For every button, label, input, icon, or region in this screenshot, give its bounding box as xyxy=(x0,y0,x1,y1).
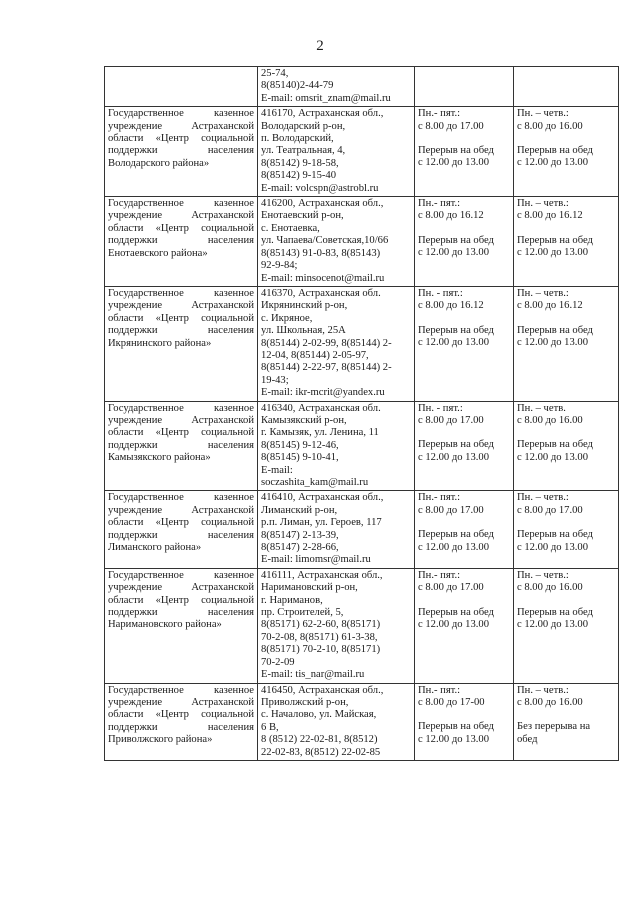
institution-name-cell xyxy=(105,67,258,107)
address-line: 8(85171) 70-2-10, 8(85171) xyxy=(261,644,381,656)
short-week-schedule-cell xyxy=(514,401,619,491)
institution-name-cell xyxy=(105,107,258,197)
weekday-schedule-cell xyxy=(415,107,514,197)
schedule-hours: с 8.00 до 17.00 xyxy=(418,120,484,132)
table-row xyxy=(105,491,619,568)
address-line: 416170, Астраханская обл., xyxy=(261,108,384,120)
address-line: 416340, Астраханская обл. xyxy=(261,402,381,414)
schedule-hours: с 8.00 до 16.12 xyxy=(517,300,583,312)
lunch-break-hours: с 12.00 до 13.00 xyxy=(418,337,490,349)
institution-name-cell xyxy=(105,491,258,568)
lunch-break-title: Перерыв на обед xyxy=(517,439,593,451)
short-week-schedule-cell xyxy=(514,67,619,107)
schedule-days: Пн. – четв.: xyxy=(517,108,569,120)
schedule-hours: с 8.00 до 17.00 xyxy=(418,504,484,516)
weekday-schedule-cell xyxy=(415,683,514,760)
short-week-schedule-cell xyxy=(514,197,619,287)
address-line: 8(85142) 9-18-58, xyxy=(261,157,339,169)
email-line[interactable]: soczashita_kam@mail.ru xyxy=(261,477,369,488)
address-line: 8(85171) 62-2-60, 8(85171) xyxy=(261,619,381,631)
table-row xyxy=(105,107,619,197)
table-row xyxy=(105,683,619,760)
schedule-gap xyxy=(418,517,510,529)
schedule-days: Пн. – четв. xyxy=(517,402,566,414)
schedule-days: Пн.- пят.: xyxy=(418,492,461,504)
address-line: Наримановский р-он, xyxy=(261,582,358,594)
lunch-break-hours: с 12.00 до 13.00 xyxy=(517,157,589,169)
schedule-gap xyxy=(517,223,615,235)
address-line: 8 (8512) 22-02-81, 8(8512) xyxy=(261,734,378,746)
schedule-hours: с 8.00 до 16.00 xyxy=(517,120,583,132)
schedule-days: Пн. – четв.: xyxy=(517,684,569,696)
address-cell xyxy=(258,401,415,491)
schedule-gap xyxy=(517,517,615,529)
schedule-days: Пн. – четв.: xyxy=(517,492,569,504)
institution-name-cell xyxy=(105,286,258,401)
weekday-schedule-cell xyxy=(415,286,514,401)
address-line: 70-2-09 xyxy=(261,656,295,668)
address-line: с. Енотаевка, xyxy=(261,222,320,234)
lunch-break-title: Перерыв на обед xyxy=(517,324,593,336)
email-line[interactable]: E-mail: minsocenot@mail.ru xyxy=(261,272,385,284)
lunch-break-title: Перерыв на обед xyxy=(418,529,494,541)
lunch-break-title: Перерыв на обед xyxy=(418,721,494,733)
schedule-hours: с 8.00 до 16.12 xyxy=(418,210,484,222)
institution-name: Государственное казенное учреждение Астраханской области «Центр социальной поддержки населения Володарского района» xyxy=(108,108,254,169)
address-line: г. Камызяк, ул. Ленина, 11 xyxy=(261,427,379,439)
address-line: с. Икряное, xyxy=(261,312,313,324)
address-line: 8(85147) 2-28-66, xyxy=(261,542,339,554)
weekday-schedule-cell xyxy=(415,491,514,568)
lunch-break-hours: с 12.00 до 13.00 xyxy=(517,451,589,463)
schedule-hours: с 8.00 до 17-00 xyxy=(418,696,485,708)
schedule-gap xyxy=(418,709,510,721)
address-line: Лиманский р-он, xyxy=(261,504,338,516)
address-cell xyxy=(258,491,415,568)
address-line: 8(85140)2-44-79 xyxy=(261,80,334,92)
address-line: 70-2-08, 8(85171) 61-3-38, xyxy=(261,631,378,643)
short-week-schedule-cell xyxy=(514,683,619,760)
lunch-break-hours: с 12.00 до 13.00 xyxy=(418,451,490,463)
weekday-schedule-cell xyxy=(415,568,514,683)
schedule-hours: с 8.00 до 16.00 xyxy=(517,696,583,708)
schedule-gap xyxy=(517,709,615,721)
address-line: 8(85147) 2-13-39, xyxy=(261,529,339,541)
schedule-hours: с 8.00 до 16.12 xyxy=(517,210,583,222)
schedule-days: Пн. – четв.: xyxy=(517,287,569,299)
lunch-break-title: Перерыв на обед xyxy=(517,145,593,157)
schedule-days: Пн.- пят.: xyxy=(418,198,461,210)
address-line: 416200, Астраханская обл., xyxy=(261,198,384,210)
institution-name: Государственное казенное учреждение Астраханской области «Центр социальной поддержки населения Лиманского района» xyxy=(108,492,254,554)
lunch-break-hours: с 12.00 до 13.00 xyxy=(517,337,589,349)
address-line: 8(85144) 2-02-99, 8(85144) 2- xyxy=(261,337,392,349)
lunch-break-hours: с 12.00 до 13.00 xyxy=(418,541,490,553)
lunch-break-title: Без перерыва на xyxy=(517,721,591,733)
schedule-days: Пн. – четв.: xyxy=(517,198,569,210)
address-line: 8(85145) 9-12-46, xyxy=(261,439,339,451)
institution-name-cell xyxy=(105,683,258,760)
lunch-break-hours: с 12.00 до 13.00 xyxy=(418,157,490,169)
lunch-break-hours: с 12.00 до 13.00 xyxy=(517,247,589,259)
schedule-gap xyxy=(418,313,510,325)
lunch-break-hours: с 12.00 до 13.00 xyxy=(418,619,490,631)
institution-name: Государственное казенное учреждение Астраханской области «Центр социальной поддержки населения Енотаевского района» xyxy=(108,198,254,259)
address-line: 8(85143) 91-0-83, 8(85143) xyxy=(261,247,381,259)
schedule-hours: с 8.00 до 16.00 xyxy=(517,414,583,426)
address-line: 416410, Астраханская обл., xyxy=(261,492,384,504)
lunch-break-hours: с 12.00 до 13.00 xyxy=(517,541,589,553)
email-line[interactable]: E-mail: ikr-mcrit@yandex.ru xyxy=(261,387,385,399)
email-line[interactable]: E-mail: limomsr@mail.ru xyxy=(261,554,371,566)
schedule-gap xyxy=(418,223,510,235)
short-week-schedule-cell xyxy=(514,286,619,401)
address-line: ул. Чапаева/Советская,10/66 xyxy=(261,235,389,247)
address-line: 6 В, xyxy=(261,721,279,733)
address-line: Володарский р-он, xyxy=(261,120,346,132)
schedule-gap xyxy=(517,595,615,607)
table-body xyxy=(105,67,619,761)
schedule-hours: с 8.00 до 17.00 xyxy=(418,414,484,426)
institution-name: Государственное казенное учреждение Астраханской области «Центр социальной поддержки населения Приволжского района» xyxy=(108,684,254,746)
schedule-hours: с 8.00 до 17.00 xyxy=(517,504,583,516)
address-line: 25-74, xyxy=(261,68,289,79)
address-line: п. Володарский, xyxy=(261,133,334,145)
table-row xyxy=(105,401,619,491)
institution-name: Государственное казенное учреждение Астраханской области «Центр социальной поддержки населения Наримановского района» xyxy=(108,569,254,631)
address-line: 92-9-84; xyxy=(261,260,298,272)
table-row xyxy=(105,568,619,683)
address-line: Икрянинский р-он, xyxy=(261,300,348,312)
address-line: 8(85144) 2-22-97, 8(85144) 2- xyxy=(261,362,392,374)
weekday-schedule-cell xyxy=(415,197,514,287)
table-row xyxy=(105,67,619,107)
schedule-hours: с 8.00 до 16.12 xyxy=(418,300,484,312)
address-line: Приволжский р-он, xyxy=(261,696,349,708)
schedule-gap xyxy=(418,427,510,439)
schedule-days: Пн.- пят.: xyxy=(418,684,461,696)
page-number: 2 xyxy=(316,38,324,54)
address-line: пр. Строителей, 5, xyxy=(261,607,344,619)
social-support-centers-table xyxy=(104,66,619,761)
short-week-schedule-cell xyxy=(514,568,619,683)
address-line: ул. Театральная, 4, xyxy=(261,145,346,157)
lunch-break-hours: обед xyxy=(517,733,538,745)
address-cell xyxy=(258,67,415,107)
schedule-gap xyxy=(517,427,615,439)
weekday-schedule-cell xyxy=(415,67,514,107)
schedule-hours: с 8.00 до 17.00 xyxy=(418,582,484,594)
address-line: с. Началово, ул. Майская, xyxy=(261,709,377,721)
institution-name: Государственное казенное учреждение Астраханской области «Центр социальной поддержки населения Икрянинского района» xyxy=(108,287,254,349)
lunch-break-title: Перерыв на обед xyxy=(418,324,494,336)
schedule-gap xyxy=(418,133,510,145)
lunch-break-title: Перерыв на обед xyxy=(418,606,494,618)
lunch-break-title: Перерыв на обед xyxy=(418,234,494,246)
lunch-break-hours: с 12.00 до 13.00 xyxy=(418,247,490,259)
address-line: 12-04, 8(85144) 2-05-97, xyxy=(261,349,369,361)
table-row xyxy=(105,197,619,287)
schedule-days: Пн. - пят.: xyxy=(418,287,463,299)
schedule-days: Пн. – четв.: xyxy=(517,569,569,581)
table-row xyxy=(105,286,619,401)
weekday-schedule-cell xyxy=(415,401,514,491)
address-line: 8(85145) 9-10-41, xyxy=(261,452,339,464)
schedule-days: Пн.- пят.: xyxy=(418,108,461,120)
address-line: 416370, Астраханская обл. xyxy=(261,287,381,299)
institution-name-cell xyxy=(105,568,258,683)
schedule-days: Пн.- пят.: xyxy=(418,569,461,581)
address-line: 22-02-83, 8(8512) 22-02-85 xyxy=(261,746,381,758)
lunch-break-hours: с 12.00 до 13.00 xyxy=(418,733,490,745)
address-line: 416450, Астраханская обл., xyxy=(261,684,384,696)
address-line: Енотаевский р-он, xyxy=(261,210,344,222)
schedule-days: Пн. - пят.: xyxy=(418,402,463,414)
address-line: 19-43; xyxy=(261,374,289,386)
short-week-schedule-cell xyxy=(514,107,619,197)
schedule-hours: с 8.00 до 16.00 xyxy=(517,582,583,594)
schedule-gap xyxy=(517,313,615,325)
lunch-break-title: Перерыв на обед xyxy=(517,234,593,246)
short-week-schedule-cell xyxy=(514,491,619,568)
lunch-break-title: Перерыв на обед xyxy=(418,145,494,157)
address-cell xyxy=(258,568,415,683)
lunch-break-title: Перерыв на обед xyxy=(517,606,593,618)
email-line[interactable]: E-mail: volcspn@astrobl.ru xyxy=(261,182,379,194)
address-line: 8(85142) 9-15-40 xyxy=(261,170,337,182)
address-line: г. Нариманов, xyxy=(261,594,323,606)
institution-name-cell xyxy=(105,401,258,491)
schedule-gap xyxy=(418,595,510,607)
schedule-gap xyxy=(517,133,615,145)
institution-name: Государственное казенное учреждение Астраханской области «Центр социальной поддержки населения Камызякского района» xyxy=(108,402,254,464)
address-line: Камызякский р-он, xyxy=(261,414,347,426)
email-line[interactable]: E-mail: omsrit_znam@mail.ru xyxy=(261,92,391,104)
address-line: р.п. Лиман, ул. Героев, 117 xyxy=(261,517,382,529)
lunch-break-hours: с 12.00 до 13.00 xyxy=(517,619,589,631)
address-cell xyxy=(258,286,415,401)
institution-name-cell xyxy=(105,197,258,287)
address-cell xyxy=(258,683,415,760)
lunch-break-title: Перерыв на обед xyxy=(517,529,593,541)
lunch-break-title: Перерыв на обед xyxy=(418,439,494,451)
email-line[interactable]: E-mail: tis_nar@mail.ru xyxy=(261,669,365,681)
address-line: ул. Школьная, 25А xyxy=(261,325,346,337)
address-cell xyxy=(258,197,415,287)
address-line: 416111, Астраханская обл., xyxy=(261,569,383,581)
address-cell xyxy=(258,107,415,197)
address-line: E-mail: xyxy=(261,464,293,476)
